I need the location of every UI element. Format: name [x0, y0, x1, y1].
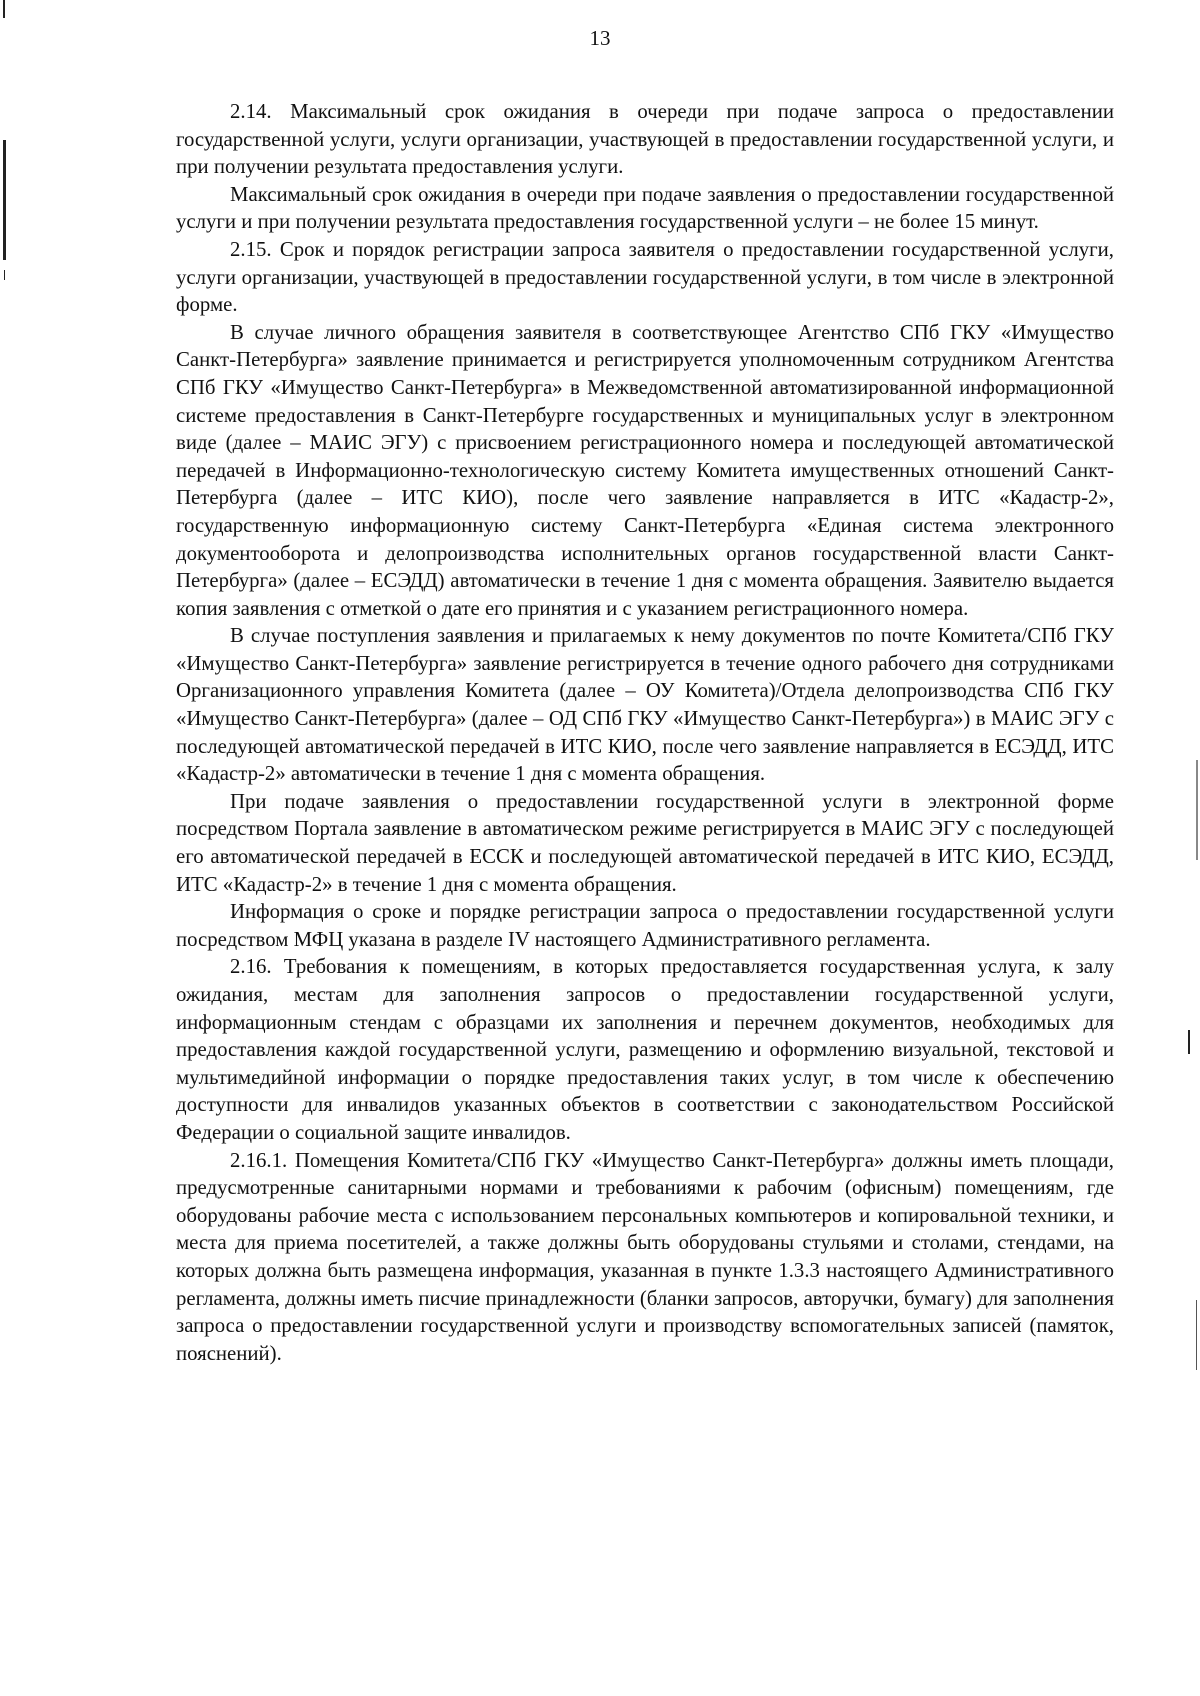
page-number: 13: [589, 26, 611, 50]
paragraph-personal-visit: В случае личного обращения заявителя в соответствующее Агентство СПб ГКУ «Имущество Санкт-Петербурга» заявление принимается и регистрируется уполномоченным сотрудником Агентства СПб ГКУ «Имущество Санкт-Петербурга» в Межведомственной автоматизированной информационной системе предоставления в Санкт-Петербурге государственных и муниципальных услуг в электронном виде (далее – МАИС ЭГУ) с присвоением регистрационного номера и последующей автоматической передачей в Информационно-технологическую систему Комитета имущественных отношений Санкт-Петербурга (далее – ИТС КИО), после чего заявление направляется в ИТС «Кадастр-2», государственную информационную систему Санкт-Петербурга «Единая система электронного документооборота и делопроизводства исполнительных органов государственной власти Санкт-Петербурга» (далее – ЕСЭДД) автоматически в течение 1 дня с момента обращения. Заявителю выдается копия заявления с отметкой о дате его принятия и с указанием регистрационного номера.: [176, 320, 1114, 620]
scan-artifact: [1196, 1300, 1197, 1370]
scan-artifact: [3, 0, 5, 18]
paragraph-by-mail: В случае поступления заявления и прилагаемых к нему документов по почте Комитета/СПб ГКУ «Имущество Санкт-Петербурга» заявление регистрируется в течение одного рабочего дня сотрудниками Организационного управления Комитета (далее – ОУ Комитета)/Отдела делопроизводства СПб ГКУ «Имущество Санкт-Петербурга» (далее – ОД СПб ГКУ «Имущество Санкт-Петербурга») в МАИС ЭГУ с последующей автоматической передачей в ИТС КИО, после чего заявление направляется в ЕСЭДД, ИТС «Кадастр-2» автоматически в течение 1 дня с момента обращения.: [176, 624, 1114, 786]
scan-artifact: [4, 270, 5, 280]
paragraph-2-15: 2.15. Срок и порядок регистрации запроса заявителя о предоставлении государственной услуги, услуги организации, участвующей в предоставлении государственной услуги, в том числе в электронной форме.: [176, 237, 1114, 317]
paragraph-2-16-1: 2.16.1. Помещения Комитета/СПб ГКУ «Имущество Санкт-Петербурга» должны иметь площади, предусмотренные санитарными нормами и требованиями к рабочим (офисным) помещениям, где оборудованы рабочие места с использованием персональных компьютеров и копировальной техники, и места для приема посетителей, а также должны быть оборудованы стульями и столами, стендами, на которых должна быть размещена информация, указанная в пункте 1.3.3 настоящего Административного регламента, должны иметь писчие принадлежности (бланки запросов, авторучки, бумагу) для заполнения запроса о предоставлении государственной услуги и производству вспомогательных записей (памяток, пояснений).: [176, 1148, 1114, 1365]
scan-artifact: [1196, 760, 1198, 860]
paragraph-2-14: 2.14. Максимальный срок ожидания в очереди при подаче запроса о предоставлении государственной услуги, услуги организации, участвующей в предоставлении государственной услуги, и при получении результата предоставления услуги.: [176, 100, 1114, 179]
paragraph-electronic: При подаче заявления о предоставлении государственной услуги в электронной форме посредством Портала заявление в автоматическом режиме регистрируется в МАИС ЭГУ с последующей его автоматической передачей в ЕССК и последующей автоматической передачей в ИТС КИО, ЕСЭДД, ИТС «Кадастр-2» в течение 1 дня с момента обращения.: [176, 789, 1114, 896]
document-body: [176, 98, 1114, 1367]
paragraph-max-wait: Максимальный срок ожидания в очереди при подаче заявления о предоставлении государственной услуги и при получении результата предоставления государственной услуги – не более 15 минут.: [176, 182, 1114, 234]
scan-artifact: [1188, 1030, 1190, 1054]
scan-artifact: [3, 140, 6, 260]
paragraph-mfc: Информация о сроке и порядке регистрации запроса о предоставлении государственной услуги посредством МФЦ указана в разделе IV настоящего Административного регламента.: [176, 900, 1114, 951]
paragraph-2-16: 2.16. Требования к помещениям, в которых предоставляется государственная услуга, к залу ожидания, местам для заполнения запросов о предоставлении государственной услуги, информационным стендам с образцами их заполнения и перечнем документов, необходимых для предоставления каждой государственной услуги, размещению и оформлению визуальной, текстовой и мультимедийной информации о порядке предоставления таких услуг, в том числе к обеспечению доступности для инвалидов указанных объектов в соответствии с законодательством Российской Федерации о социальной защите инвалидов.: [176, 955, 1114, 1144]
